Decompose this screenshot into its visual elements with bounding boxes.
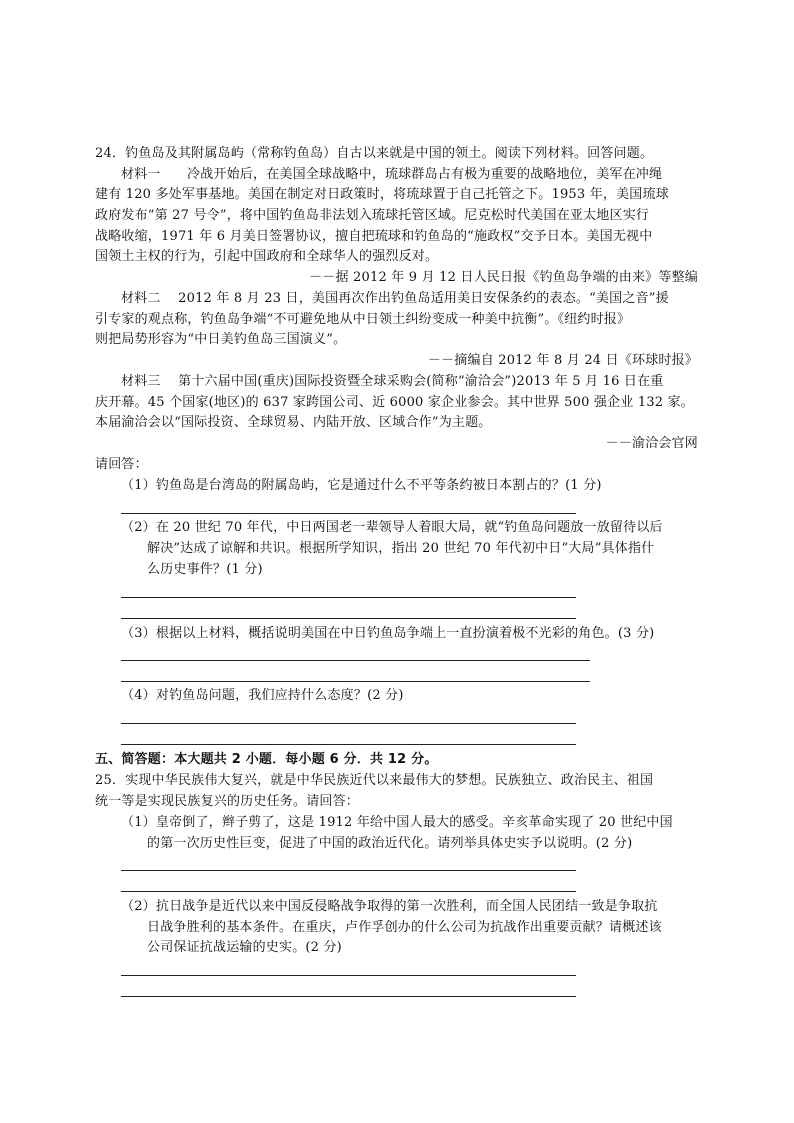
q25-sub1-question-line1: （1）皇帝倒了，辫子剪了，这是 1912 年给中国人最大的感受。辛亥革命实现了 20 世纪中国: [121, 815, 673, 830]
q24-material2-line1: 材料二 2012 年 8 月 23 日，美国再次作出钓鱼岛适用美日安保条约的表态。“美国之音”援: [121, 291, 669, 306]
q24-sub4-answer-line-1[interactable]: [121, 723, 576, 724]
q25-sub2-answer-line-2[interactable]: [121, 996, 576, 997]
q24-sub1-question: （1）钓鱼岛是台湾岛的附属岛屿，它是通过什么不平等条约被日本割占的？(1 分): [121, 478, 602, 493]
q24-sub3-answer-line-2[interactable]: [121, 681, 590, 682]
q24-answer-prompt: 请回答：: [95, 457, 148, 472]
q25-stem-line2: 统一等是实现民族复兴的历史任务。请回答：: [95, 794, 360, 809]
q25-sub1-answer-line-2[interactable]: [121, 891, 576, 892]
q24-material3-line1: 材料三 第十六届中国(重庆)国际投资暨全球采购会(简称“渝洽会”)2013 年 5 月 16 日在重: [121, 374, 664, 389]
q24-sub3-answer-line-1[interactable]: [121, 660, 590, 661]
q24-sub4-answer-line-2[interactable]: [121, 744, 576, 745]
q24-material1-line2: 建有 120 多处军事基地。美国在制定对日政策时，将琉球置于自己托管之下。1953 年，美国琉球: [95, 187, 669, 202]
q24-material1-line4: 战略收缩，1971 年 6 月美日签署协议，擅自把琉球和钓鱼岛的“施政权”交予日本。美国无视中: [95, 229, 653, 244]
q24-material2-line2: 引专家的观点称，钓鱼岛争端“不可避免地从中日领土纠纷变成一种美中抗衡”。《纽约时报》: [95, 312, 631, 327]
section5-heading: 五、简答题：本大题共 2 小题．每小题 6 分．共 12 分。: [95, 752, 438, 767]
q25-sub1-answer-line-1[interactable]: [121, 870, 576, 871]
q24-material2-line3: 则把局势形容为“中日美钓鱼岛三国演义”。: [95, 332, 347, 347]
q24-sub4-question: （4）对钓鱼岛问题，我们应持什么态度？(2 分): [121, 688, 404, 703]
q25-sub1-question-line2: 的第一次历史性巨变，促进了中国的政治近代化。请列举具体史实予以说明。(2 分): [147, 836, 633, 851]
q25-stem-line1: 25．实现中华民族伟大复兴，就是中华民族近代以来最伟大的梦想。民族独立、政治民主、祖国: [95, 773, 654, 788]
q24-sub3-question: （3）根据以上材料，概括说明美国在中日钓鱼岛争端上一直扮演着极不光彩的角色。(3 分): [121, 626, 655, 641]
q24-material2-source: －－摘编自 2012 年 8 月 24 日《环球时报》: [427, 353, 698, 368]
q24-material1-line3: 政府发布“第 27 号令”，将中国钓鱼岛非法划入琉球托管区域。尼克松时代美国在亚太地区实行: [95, 208, 650, 223]
q24-stem: 24．钓鱼岛及其附属岛屿（常称钓鱼岛）自古以来就是中国的领土。阅读下列材料。回答问题。: [95, 146, 654, 161]
q24-material3-source: －－渝洽会官网: [605, 436, 698, 451]
q24-material3-line2: 庆开幕。45 个国家(地区)的 637 家跨国公司、近 6000 家企业参会。其中世界 500 强企业 132 家。: [95, 395, 694, 410]
q25-sub2-question-line1: （2）抗日战争是近代以来中国反侵略战争取得的第一次胜利，而全国人民团结一致是争取抗: [121, 899, 658, 914]
q24-sub2-answer-line-2[interactable]: [121, 618, 576, 619]
q24-material1-source: －－据 2012 年 9 月 12 日人民日报《钓鱼岛争端的由来》等整编: [309, 270, 698, 285]
q24-sub2-answer-line-1[interactable]: [121, 597, 576, 598]
q24-sub2-question-line2: 解决”达成了谅解和共识。根据所学知识，指出 20 世纪 70 年代初中日“大局”具体指什: [147, 541, 655, 556]
q24-material1-line1: 材料一 冷战开始后，在美国全球战略中，琉球群岛占有极为重要的战略地位，美军在冲绳: [121, 167, 663, 182]
q25-sub2-question-line3: 公司保证抗战运输的史实。(2 分): [147, 940, 342, 955]
q24-material1-line5: 国领土主权的行为，引起中国政府和全球华人的强烈反对。: [95, 249, 439, 264]
q24-material3-line3: 本届渝洽会以“国际投资、全球贸易、内陆开放、区域合作”为主题。: [95, 415, 492, 430]
q24-sub1-answer-line[interactable]: [121, 513, 576, 514]
q24-sub2-question-line1: （2）在 20 世纪 70 年代，中日两国老一辈领导人着眼大局，就“钓鱼岛问题放一放留待以后: [121, 520, 663, 535]
q25-sub2-answer-line-1[interactable]: [121, 975, 576, 976]
q24-sub2-question-line3: 么历史事件？(1 分): [147, 562, 263, 577]
q25-sub2-question-line2: 日战争胜利的基本条件。在重庆，卢作孚创办的什么公司为抗战作出重要贡献？请概述该: [147, 920, 662, 935]
